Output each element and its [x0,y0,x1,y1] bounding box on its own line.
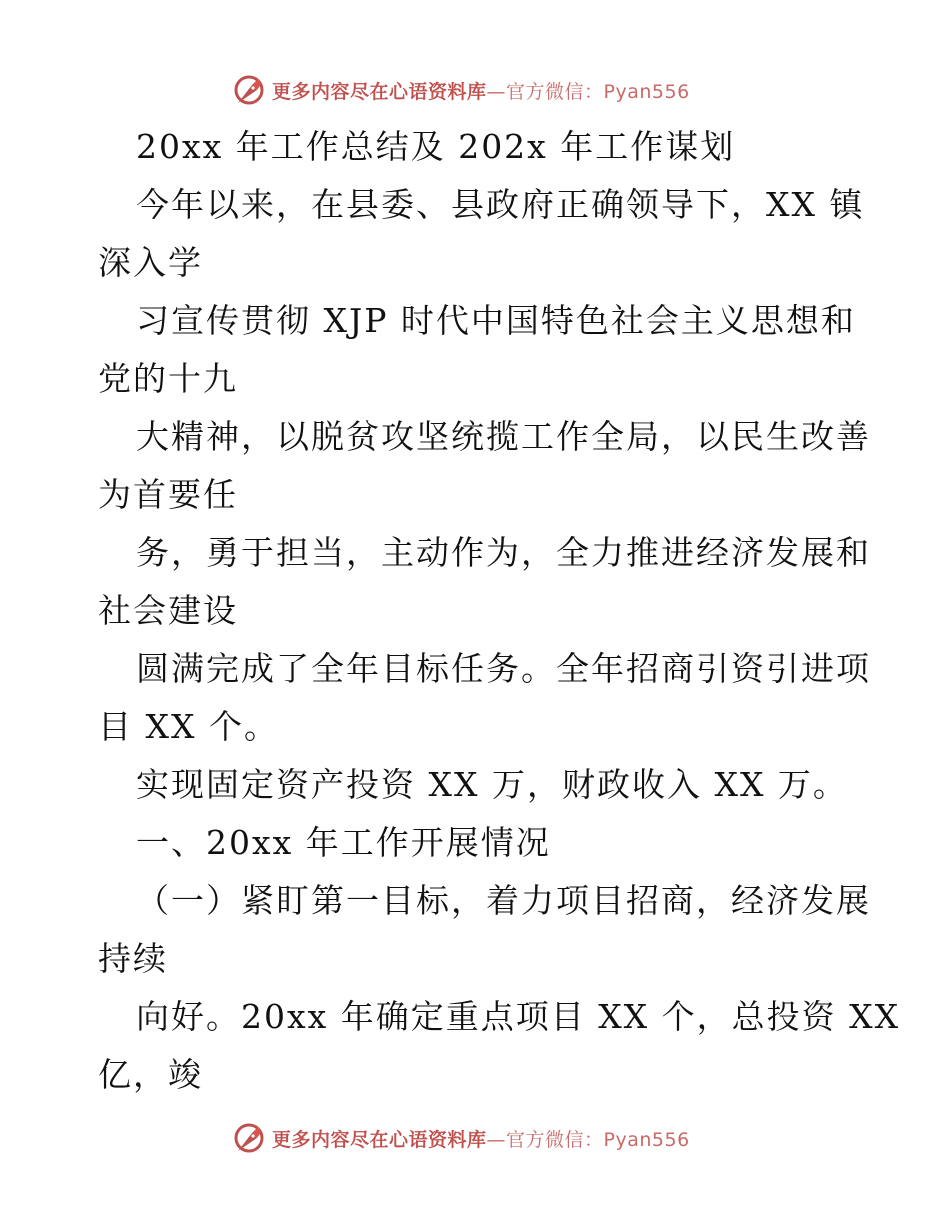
paragraph-line: 为首要任 [98,475,238,514]
banner-text [272,77,690,104]
banner-main-text: 更多内容尽在心语资料库 [272,80,487,103]
paragraph-line: 向好。20xx 年确定重点项目 XX 个，总投资 XX [136,997,901,1036]
paragraph-line: 亿，竣 [98,1055,203,1094]
paragraph-line: 社会建设 [98,591,238,630]
section-heading: 一、20xx 年工作开展情况 [136,823,551,862]
paragraph-line: 今年以来，在县委、县政府正确领导下，XX 镇 [136,185,865,224]
paragraph-line: 务，勇于担当，主动作为，全力推进经济发展和 [136,533,871,572]
document-title: 20xx 年工作总结及 202x 年工作谋划 [136,127,736,166]
paragraph-line: 党的十九 [98,359,238,398]
footer-banner [232,1118,690,1158]
paragraph-line: 深入学 [98,243,203,282]
pen-nib-logo-icon [232,73,266,107]
subsection-heading: （一）紧盯第一目标，着力项目招商，经济发展 [136,881,871,920]
banner-contact-text: 官方微信：Pyan556 [506,1128,690,1151]
pen-nib-logo-icon [232,1121,266,1155]
banner-main-text: 更多内容尽在心语资料库 [272,1128,487,1151]
paragraph-line: 持续 [98,939,168,978]
paragraph-line: 习宣传贯彻 XJP 时代中国特色社会主义思想和 [136,301,856,340]
header-banner [232,70,690,110]
paragraph-line: 实现固定资产投资 XX 万，财政收入 XX 万。 [136,765,848,804]
banner-dash: — [486,80,507,103]
paragraph-line: 目 XX 个。 [98,707,279,746]
banner-text [272,1125,690,1152]
banner-dash: — [486,1128,507,1151]
paragraph-line: 圆满完成了全年目标任务。全年招商引资引进项 [136,649,871,688]
banner-contact-text: 官方微信：Pyan556 [506,80,690,103]
paragraph-line: 大精神，以脱贫攻坚统揽工作全局，以民生改善 [136,417,871,456]
